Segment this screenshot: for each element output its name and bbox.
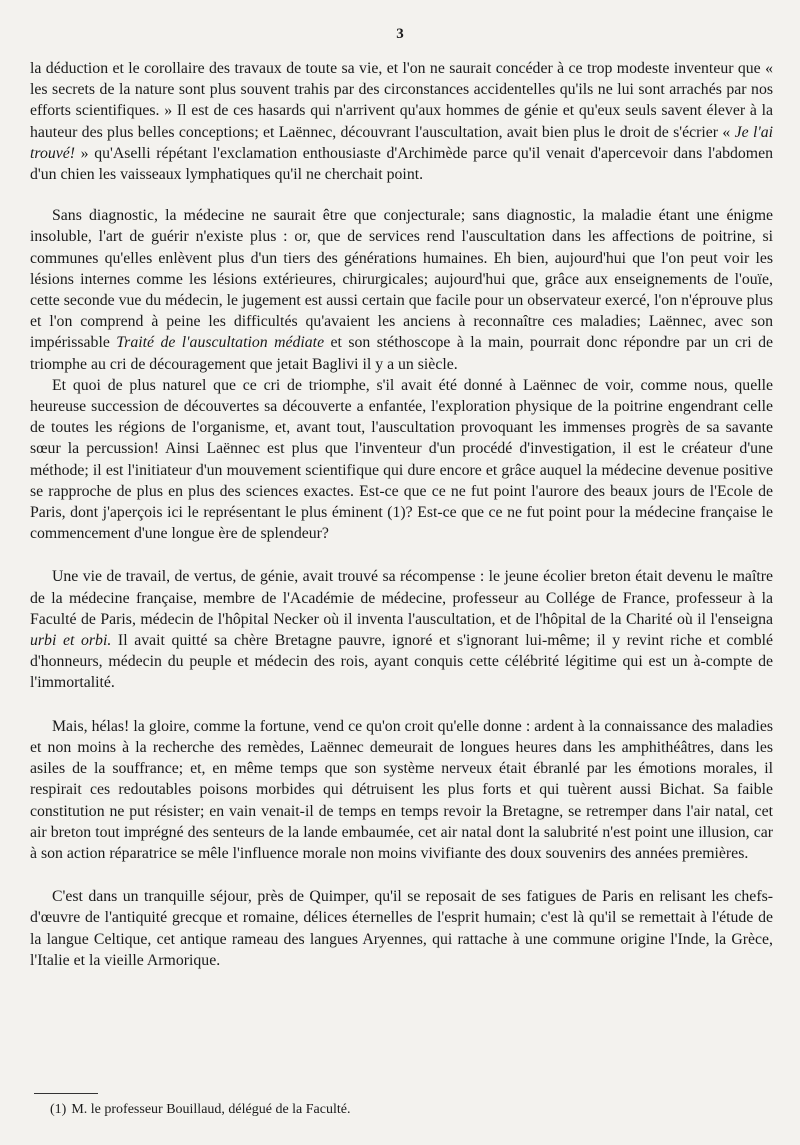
page-number: 3	[396, 26, 404, 42]
body-text	[30, 58, 773, 971]
text-run: Une vie de travail, de vertus, de génie, avait trouvé sa récompense : le jeune écolier breton était devenu le maître de la médecine française, membre de l'Académie de médecine, professeur au Collége de France, professeur à la Faculté de Paris, médecin de l'hôpital Necker où il inventa l'auscultation, et de l'hôpital de la Charité où il l'enseigna	[30, 568, 773, 628]
paragraph-1	[30, 58, 773, 185]
footnote-text: M. le professeur Bouillaud, délégué de la Faculté.	[71, 1102, 351, 1117]
footnote-mark: (1)	[50, 1102, 67, 1117]
footnote	[50, 1101, 350, 1119]
paragraph-3	[30, 375, 773, 545]
paragraph-5	[30, 716, 773, 864]
text-run: C'est dans un tranquille séjour, près de Quimper, qu'il se reposait de ses fatigues de Paris en relisant les chefs-d'œuvre de l'antiquité grecque et romaine, délices éternelles de l'esprit humain; c'est là qu'il se remettait à l'étude de la langue Celtique, cet antique rameau des langues Aryennes, qui rattache à une commune origine l'Inde, la Grèce, l'Italie et la vieille Armorique.	[30, 888, 773, 969]
text-run: Mais, hélas! la gloire, comme la fortune, vend ce qu'on croit qu'elle donne : ardent à la connaissance des maladies et non moins à la recherche des remèdes, Laënnec demeurait de longues heures dans les amphithéâtres, dans les asiles de la souffrance; et, en même temps que son système nerveux était ébranlé par les émotions morales, il respirait ces redoutables poisons morbides qui détruisent les plus forts et qui tuèrent aussi Bichat. Sa faible constitution ne put résister; en vain venait-il de temps en temps revoir la Bretagne, se retremper dans l'air natal, cet air breton tout imprégné des senteurs de la lande embaumée, cet air natal dont la salubrité n'est point une illusion, car à son action réparatrice se mêle l'influence morale non moins vivifiante des doux souvenirs des années premières.	[30, 717, 773, 862]
italic-run: urbi et orbi.	[30, 632, 112, 650]
text-run: la déduction et le corollaire des travaux de toute sa vie, et l'on ne saurait concéder à ce trop modeste inventeur que « les secrets de la nature sont plus souvent trahis par des circonstances accidentelles qu'ils ne lui sont arrachés par nos efforts scientifiques. » Il est de ces hasards qui n'arrivent qu'aux hommes de génie et qu'eux seuls savent élever à la hauteur des plus belles conceptions; et Laënnec, découvrant l'auscultation, avait bien plus le droit de s'écrier «	[30, 60, 773, 141]
text-run: Sans diagnostic, la médecine ne saurait être que conjecturale; sans diagnostic, la maladie étant une énigme insoluble, l'art de guérir n'existe plus : or, que de services rend l'auscultation dans les affections de poitrine, si communes qu'elles enlèvent plus d'un tiers des générations humaines. Eh bien, aujourd'hui que l'on peut voir les lésions internes comme les lésions extérieures, chirurgicales; aujourd'hui que, grâce aux enseignements de l'ouïe, cette seconde vue du médecin, le jugement est aussi certain que facile pour un observateur exercé, l'on n'éprouve plus et l'on comprend à peine les difficultés qu'avaient les anciens à reconnaître ces maladies; Laënnec, avec son impérissable	[30, 207, 773, 352]
paragraph-6	[30, 886, 773, 971]
text-run: et son stéthoscope à la main, pourrait donc répondre par un cri de triomphe au cri de découragement que jetait Baglivi il y a un siècle.	[30, 334, 773, 373]
text-run: Et quoi de plus naturel que ce cri de triomphe, s'il avait été donné à Laënnec de voir, comme nous, quelle heureuse succession de découvertes sa découverte a enfantée, l'exploration physique de la poitrine engendrant celle de toutes les régions de l'organisme, et, avant tout, l'auscultation provoquant les immenses progrès de sa savante sœur la percussion! Ainsi Laënnec est plus que l'inventeur d'un procédé d'investigation, il est le créateur d'une méthode; il est l'initiateur d'un mouvement scientifique qui dure encore et grâce auquel la médecine devenue positive se rapproche de plus en plus des sciences exactes. Est-ce que ce ne fut point l'aurore des beaux jours de l'Ecole de Paris, dont j'aperçois ici le représentant le plus éminent (1)? Est-ce que ce ne fut point pour la médecine française le commencement d'une longue ère de splendeur?	[30, 376, 773, 543]
text-run: » qu'Aselli répétant l'exclamation enthousiaste d'Archimède parce qu'il venait d'apercevoir dans l'abdomen d'un chien les vaisseaux lymphatiques qu'il ne cherchait point.	[30, 144, 773, 184]
paragraph-4	[30, 566, 773, 693]
italic-run: Traité de l'auscultation médiate	[116, 334, 325, 352]
italic-run: Je l'ai trouvé!	[30, 123, 774, 162]
footnote-divider	[34, 1093, 98, 1094]
paragraph-2	[30, 205, 773, 375]
text-run: Il avait quitté sa chère Bretagne pauvre, ignoré et s'ignorant lui-même; il y revint riche et comblé d'honneurs, médecin du peuple et médecin des rois, ayant conquis cette célébrité légitime qui est un à-compte de l'immortalité.	[30, 632, 773, 692]
